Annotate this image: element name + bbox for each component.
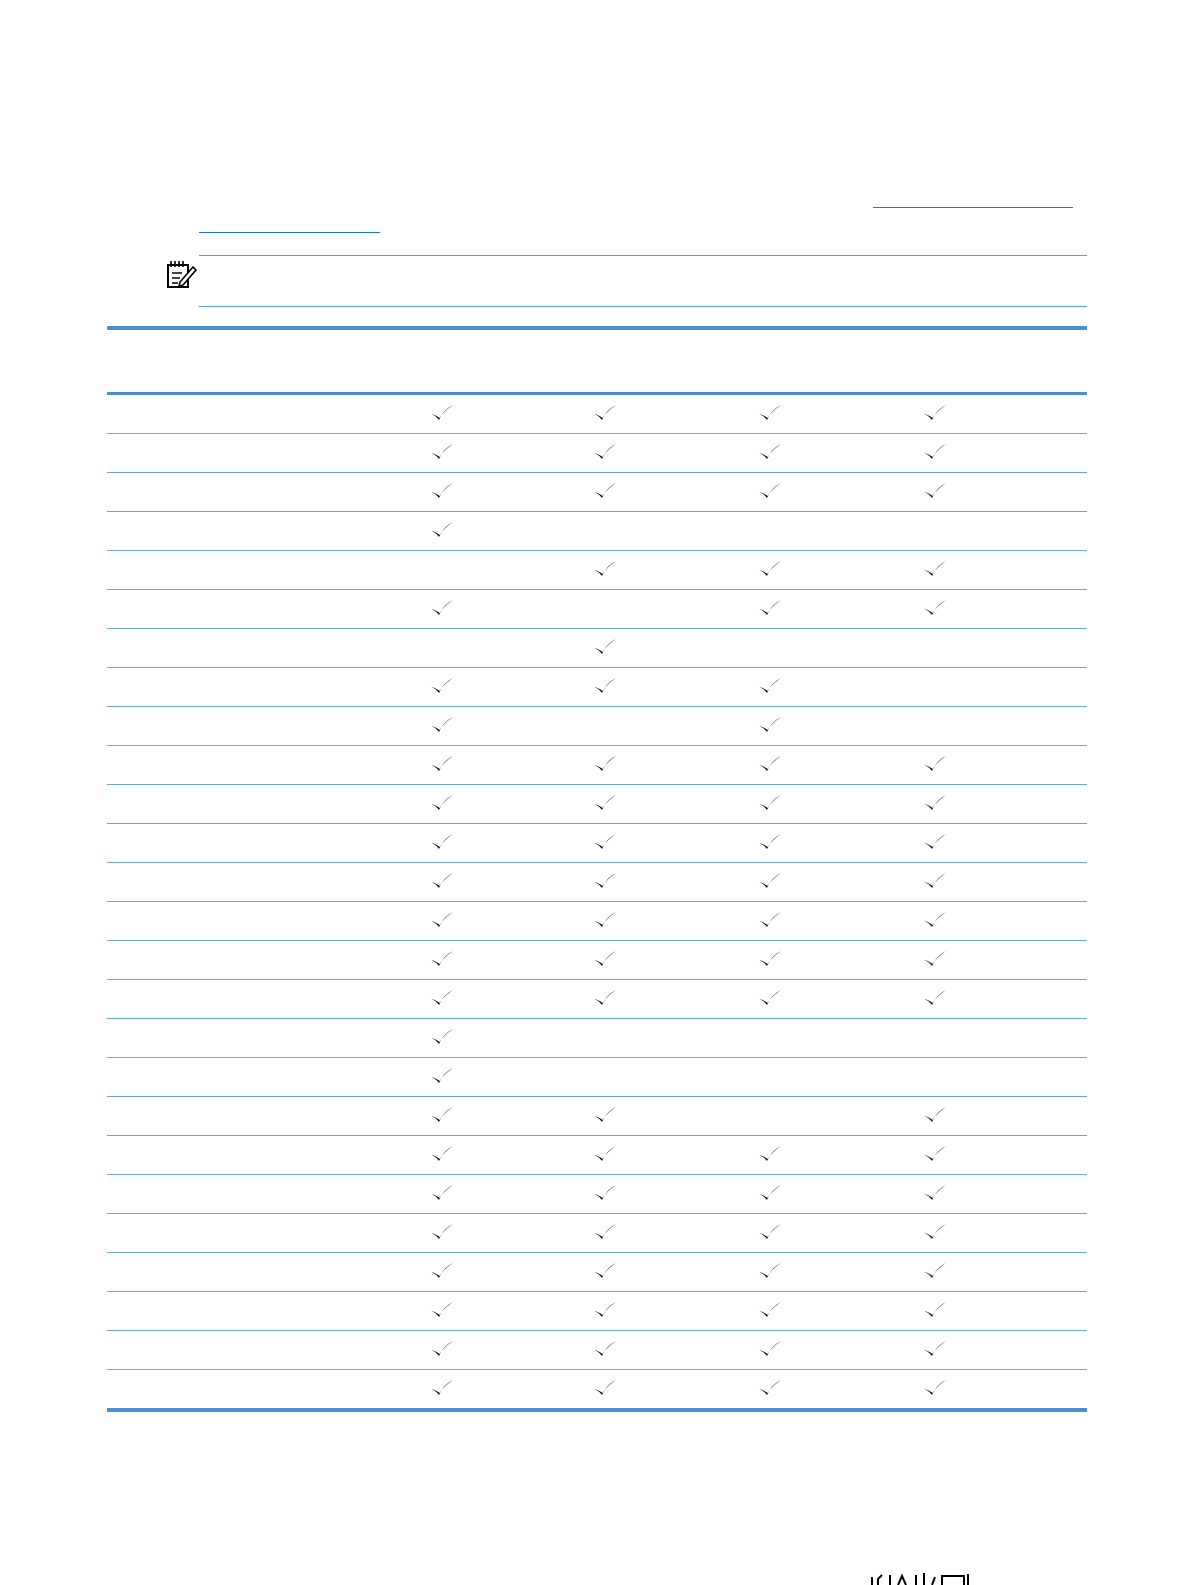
checkmark-icon (593, 792, 617, 814)
table-row (107, 551, 1087, 590)
checkmark-icon (758, 1221, 782, 1243)
checkmark-icon (923, 753, 947, 775)
checkmark-icon (430, 714, 454, 736)
checkmark-icon (758, 753, 782, 775)
checkmark-icon (430, 948, 454, 970)
checkmark-icon (923, 1377, 947, 1399)
checkmark-icon (430, 1221, 454, 1243)
checkmark-icon (758, 1377, 782, 1399)
checkmark-icon (923, 870, 947, 892)
checkmark-icon (758, 831, 782, 853)
checkmark-icon (430, 909, 454, 931)
checkmark-icon (593, 831, 617, 853)
checkmark-icon (758, 1182, 782, 1204)
checkmark-icon (758, 948, 782, 970)
checkmark-icon (593, 987, 617, 1009)
table-row (107, 1292, 1087, 1331)
footer-logo-fragment (870, 1560, 990, 1585)
checkmark-icon (923, 1104, 947, 1126)
checkmark-icon (923, 1143, 947, 1165)
checkmark-icon (923, 1299, 947, 1321)
table-row (107, 395, 1087, 434)
checkmark-icon (430, 1143, 454, 1165)
table-bottom-rule (107, 1408, 1087, 1412)
checkmark-icon (758, 597, 782, 619)
table-row (107, 512, 1087, 551)
checkmark-icon (758, 675, 782, 697)
checkmark-icon (593, 1104, 617, 1126)
checkmark-icon (430, 1299, 454, 1321)
checkmark-icon (430, 1026, 454, 1048)
checkmark-icon (593, 1221, 617, 1243)
note-top-rule (199, 255, 1087, 256)
checkmark-icon (758, 1299, 782, 1321)
checkmark-icon (593, 1299, 617, 1321)
checkmark-icon (758, 870, 782, 892)
checkmark-icon (593, 948, 617, 970)
checkmark-icon (430, 519, 454, 541)
note-icon (164, 258, 198, 292)
checkmark-icon (593, 558, 617, 580)
checkmark-icon (758, 1143, 782, 1165)
checkmark-icon (758, 402, 782, 424)
table-row (107, 941, 1087, 980)
checkmark-icon (430, 870, 454, 892)
table-row (107, 824, 1087, 863)
checkmark-icon (758, 792, 782, 814)
note-bottom-rule (199, 306, 1087, 307)
table-row (107, 1175, 1087, 1214)
table-row (107, 434, 1087, 473)
checkmark-icon (758, 558, 782, 580)
checkmark-icon (430, 597, 454, 619)
table-row (107, 473, 1087, 512)
table-body (107, 395, 1087, 1408)
checkmark-icon (923, 1260, 947, 1282)
table-row (107, 1058, 1087, 1097)
table-row (107, 1097, 1087, 1136)
checkmark-icon (923, 909, 947, 931)
compatibility-table (107, 326, 1087, 1412)
table-row (107, 980, 1087, 1019)
checkmark-icon (593, 753, 617, 775)
checkmark-icon (593, 1377, 617, 1399)
checkmark-icon (593, 1182, 617, 1204)
checkmark-icon (430, 1338, 454, 1360)
checkmark-icon (923, 441, 947, 463)
checkmark-icon (758, 714, 782, 736)
checkmark-icon (430, 441, 454, 463)
checkmark-icon (923, 1338, 947, 1360)
table-row (107, 590, 1087, 629)
checkmark-icon (758, 909, 782, 931)
checkmark-icon (593, 1338, 617, 1360)
table-header-row (107, 330, 1087, 395)
checkmark-icon (923, 948, 947, 970)
table-row (107, 1214, 1087, 1253)
table-row (107, 863, 1087, 902)
checkmark-icon (430, 1377, 454, 1399)
checkmark-icon (430, 675, 454, 697)
checkmark-icon (593, 909, 617, 931)
checkmark-icon (430, 1065, 454, 1087)
checkmark-icon (758, 1260, 782, 1282)
table-row (107, 707, 1087, 746)
checkmark-icon (593, 402, 617, 424)
checkmark-icon (923, 480, 947, 502)
checkmark-icon (593, 675, 617, 697)
checkmark-icon (923, 792, 947, 814)
checkmark-icon (593, 1143, 617, 1165)
table-row (107, 1019, 1087, 1058)
link-underline-2[interactable] (199, 232, 380, 233)
checkmark-icon (430, 753, 454, 775)
link-underline-1[interactable] (873, 207, 1073, 208)
checkmark-icon (923, 558, 947, 580)
table-row (107, 1370, 1087, 1408)
checkmark-icon (430, 1260, 454, 1282)
table-row (107, 629, 1087, 668)
checkmark-icon (923, 597, 947, 619)
checkmark-icon (923, 1221, 947, 1243)
table-row (107, 1331, 1087, 1370)
checkmark-icon (593, 636, 617, 658)
checkmark-icon (758, 441, 782, 463)
checkmark-icon (593, 441, 617, 463)
checkmark-icon (923, 987, 947, 1009)
checkmark-icon (430, 987, 454, 1009)
checkmark-icon (758, 987, 782, 1009)
checkmark-icon (758, 1338, 782, 1360)
table-row (107, 785, 1087, 824)
checkmark-icon (758, 480, 782, 502)
checkmark-icon (923, 831, 947, 853)
checkmark-icon (430, 1182, 454, 1204)
checkmark-icon (430, 831, 454, 853)
table-row (107, 902, 1087, 941)
table-row (107, 668, 1087, 707)
checkmark-icon (430, 792, 454, 814)
table-row (107, 746, 1087, 785)
table-row (107, 1136, 1087, 1175)
checkmark-icon (923, 1182, 947, 1204)
checkmark-icon (593, 480, 617, 502)
checkmark-icon (430, 480, 454, 502)
checkmark-icon (430, 402, 454, 424)
table-row (107, 1253, 1087, 1292)
checkmark-icon (430, 1104, 454, 1126)
checkmark-icon (923, 402, 947, 424)
checkmark-icon (593, 1260, 617, 1282)
checkmark-icon (593, 870, 617, 892)
